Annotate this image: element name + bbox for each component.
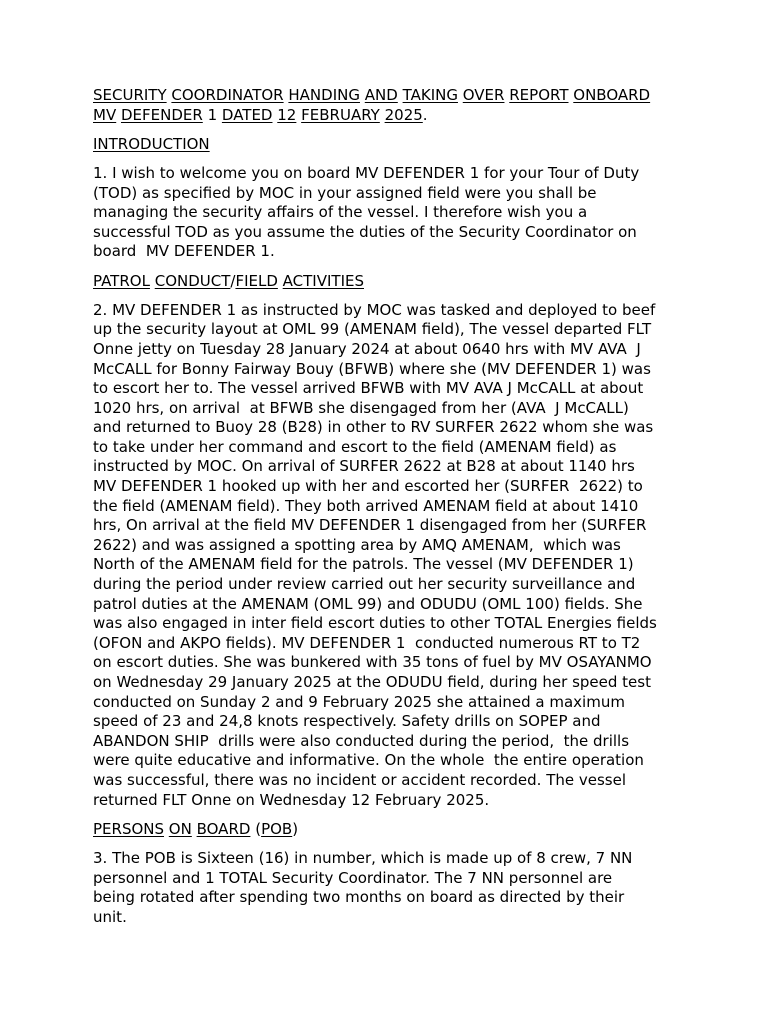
paragraph-line: managing the security affairs of the vessel. I therefore wish you a bbox=[93, 203, 588, 222]
paragraph-line: instructed by MOC. On arrival of SURFER 2622 at B28 at about 1140 hrs bbox=[93, 457, 635, 476]
title-word: 2025 bbox=[384, 105, 423, 124]
title-word: AND bbox=[364, 86, 398, 104]
pob-heading-line bbox=[93, 820, 713, 840]
title-word: TAKING bbox=[402, 86, 458, 104]
heading-open-paren: ( bbox=[255, 819, 262, 838]
paragraph-line: (OFON and AKPO fields). MV DEFENDER 1 conducted numerous RT to T2 bbox=[93, 633, 641, 652]
paragraph-line: Onne jetty on Tuesday 28 January 2024 at about 0640 hrs with MV AVA J bbox=[93, 339, 641, 358]
paragraph-line: 1. I wish to welcome you on board MV DEFENDER 1 for your Tour of Duty bbox=[93, 163, 640, 182]
paragraph-line: MV DEFENDER 1 hooked up with her and escorted her (SURFER 2622) to bbox=[93, 477, 643, 496]
paragraph-line: (TOD) as specified by MOC in your assigned field were you shall be bbox=[93, 183, 597, 202]
introduction-heading-line bbox=[93, 135, 713, 155]
title-word: 12 bbox=[277, 105, 297, 124]
report-document bbox=[93, 86, 713, 937]
paragraph-line: successful TOD as you assume the duties of the Security Coordinator on bbox=[93, 222, 637, 241]
title-line bbox=[93, 86, 713, 106]
paragraph-line: was also engaged in inter field escort duties to other TOTAL Energies fields bbox=[93, 614, 657, 633]
heading-slash: / bbox=[230, 271, 236, 290]
pob-heading bbox=[93, 820, 713, 840]
introduction-heading bbox=[93, 135, 713, 155]
paragraph-line: were quite educative and informative. On the whole the entire operation bbox=[93, 751, 644, 770]
paragraph-line: hrs, On arrival at the field MV DEFENDER 1 disengaged from her (SURFER bbox=[93, 516, 647, 535]
title-word: 1 bbox=[207, 105, 218, 124]
heading-word: ACTIVITIES bbox=[282, 271, 364, 290]
title-word: DATED bbox=[221, 105, 273, 124]
title-period: . bbox=[422, 105, 428, 124]
paragraph-line: on Wednesday 29 January 2025 at the ODUDU field, during her speed test bbox=[93, 673, 651, 691]
paragraph-line: McCALL for Bonny Fairway Bouy (BFWB) where she (MV DEFENDER 1) was bbox=[93, 359, 651, 378]
paragraph-line: 3. The POB is Sixteen (16) in number, which is made up of 8 crew, 7 NN bbox=[93, 848, 633, 867]
paragraph-line: 2622) and was assigned a spotting area by AMQ AMENAM, which was bbox=[93, 535, 621, 554]
paragraph-introduction bbox=[93, 164, 713, 262]
paragraph-line: up the security layout at OML 99 (AMENAM field), The vessel departed FLT bbox=[93, 320, 652, 339]
paragraph-line: ABANDON SHIP drills were also conducted during the period, the drills bbox=[93, 731, 630, 750]
paragraph-line: personnel and 1 TOTAL Security Coordinator. The 7 NN personnel are bbox=[93, 868, 613, 887]
heading-word: CONDUCT bbox=[154, 271, 231, 290]
heading-word: PERSONS bbox=[93, 819, 165, 838]
heading-word: ON bbox=[168, 819, 192, 838]
title-line bbox=[93, 106, 713, 126]
heading-word: FIELD bbox=[235, 271, 278, 290]
title-word: REPORT bbox=[509, 86, 569, 104]
paragraph-line: unit. bbox=[93, 907, 127, 926]
paragraph-line: conducted on Sunday 2 and 9 February 2025 she attained a maximum bbox=[93, 692, 625, 711]
paragraph-line: speed of 23 and 24,8 knots respectively. Safety drills on SOPEP and bbox=[93, 712, 601, 731]
patrol-heading bbox=[93, 272, 713, 292]
paragraph-line: on escort duties. She was bunkered with 35 tons of fuel by MV OSAYANMO bbox=[93, 653, 652, 672]
report-title bbox=[93, 86, 713, 125]
patrol-heading-line bbox=[93, 272, 713, 292]
title-word: HANDING bbox=[288, 86, 360, 104]
title-word: DEFENDER bbox=[120, 105, 203, 124]
paragraph-line: to take under her command and escort to the field (AMENAM field) as bbox=[93, 437, 617, 456]
paragraph-pob bbox=[93, 849, 713, 927]
title-word: MV bbox=[93, 105, 117, 124]
paragraph-patrol bbox=[93, 301, 713, 810]
paragraph-line: 2. MV DEFENDER 1 as instructed by MOC was tasked and deployed to beef bbox=[93, 300, 656, 319]
paragraph-line: patrol duties at the AMENAM (OML 99) and ODUDU (OML 100) fields. She bbox=[93, 594, 643, 613]
paragraph-line: board MV DEFENDER 1. bbox=[93, 242, 275, 261]
heading-word: BOARD bbox=[196, 819, 251, 838]
paragraph-line: during the period under review carried out her security surveillance and bbox=[93, 575, 636, 594]
title-word: SECURITY bbox=[93, 86, 167, 104]
paragraph-line: North of the AMENAM field for the patrols. The vessel (MV DEFENDER 1) bbox=[93, 555, 634, 574]
heading-word: INTRODUCTION bbox=[93, 134, 210, 153]
title-word: ONBOARD bbox=[573, 86, 651, 104]
title-word: COORDINATOR bbox=[171, 86, 284, 104]
paragraph-line: 1020 hrs, on arrival at BFWB she disengaged from her (AVA J McCALL) bbox=[93, 398, 629, 417]
paragraph-line: was successful, there was no incident or accident recorded. The vessel bbox=[93, 770, 627, 789]
heading-word: PATROL bbox=[93, 271, 150, 290]
heading-word: POB bbox=[261, 819, 293, 838]
paragraph-line: returned FLT Onne on Wednesday 12 February 2025. bbox=[93, 790, 490, 809]
title-word: FEBRUARY bbox=[301, 105, 380, 124]
paragraph-line: to escort her to. The vessel arrived BFWB with MV AVA J McCALL at about bbox=[93, 379, 644, 398]
paragraph-line: being rotated after spending two months on board as directed by their bbox=[93, 888, 625, 907]
paragraph-line: the field (AMENAM field). They both arrived AMENAM field at about 1410 bbox=[93, 496, 639, 515]
title-word: OVER bbox=[462, 86, 505, 104]
heading-close-paren: ) bbox=[292, 819, 299, 838]
paragraph-line: and returned to Buoy 28 (B28) in other to RV SURFER 2622 whom she was bbox=[93, 418, 654, 437]
